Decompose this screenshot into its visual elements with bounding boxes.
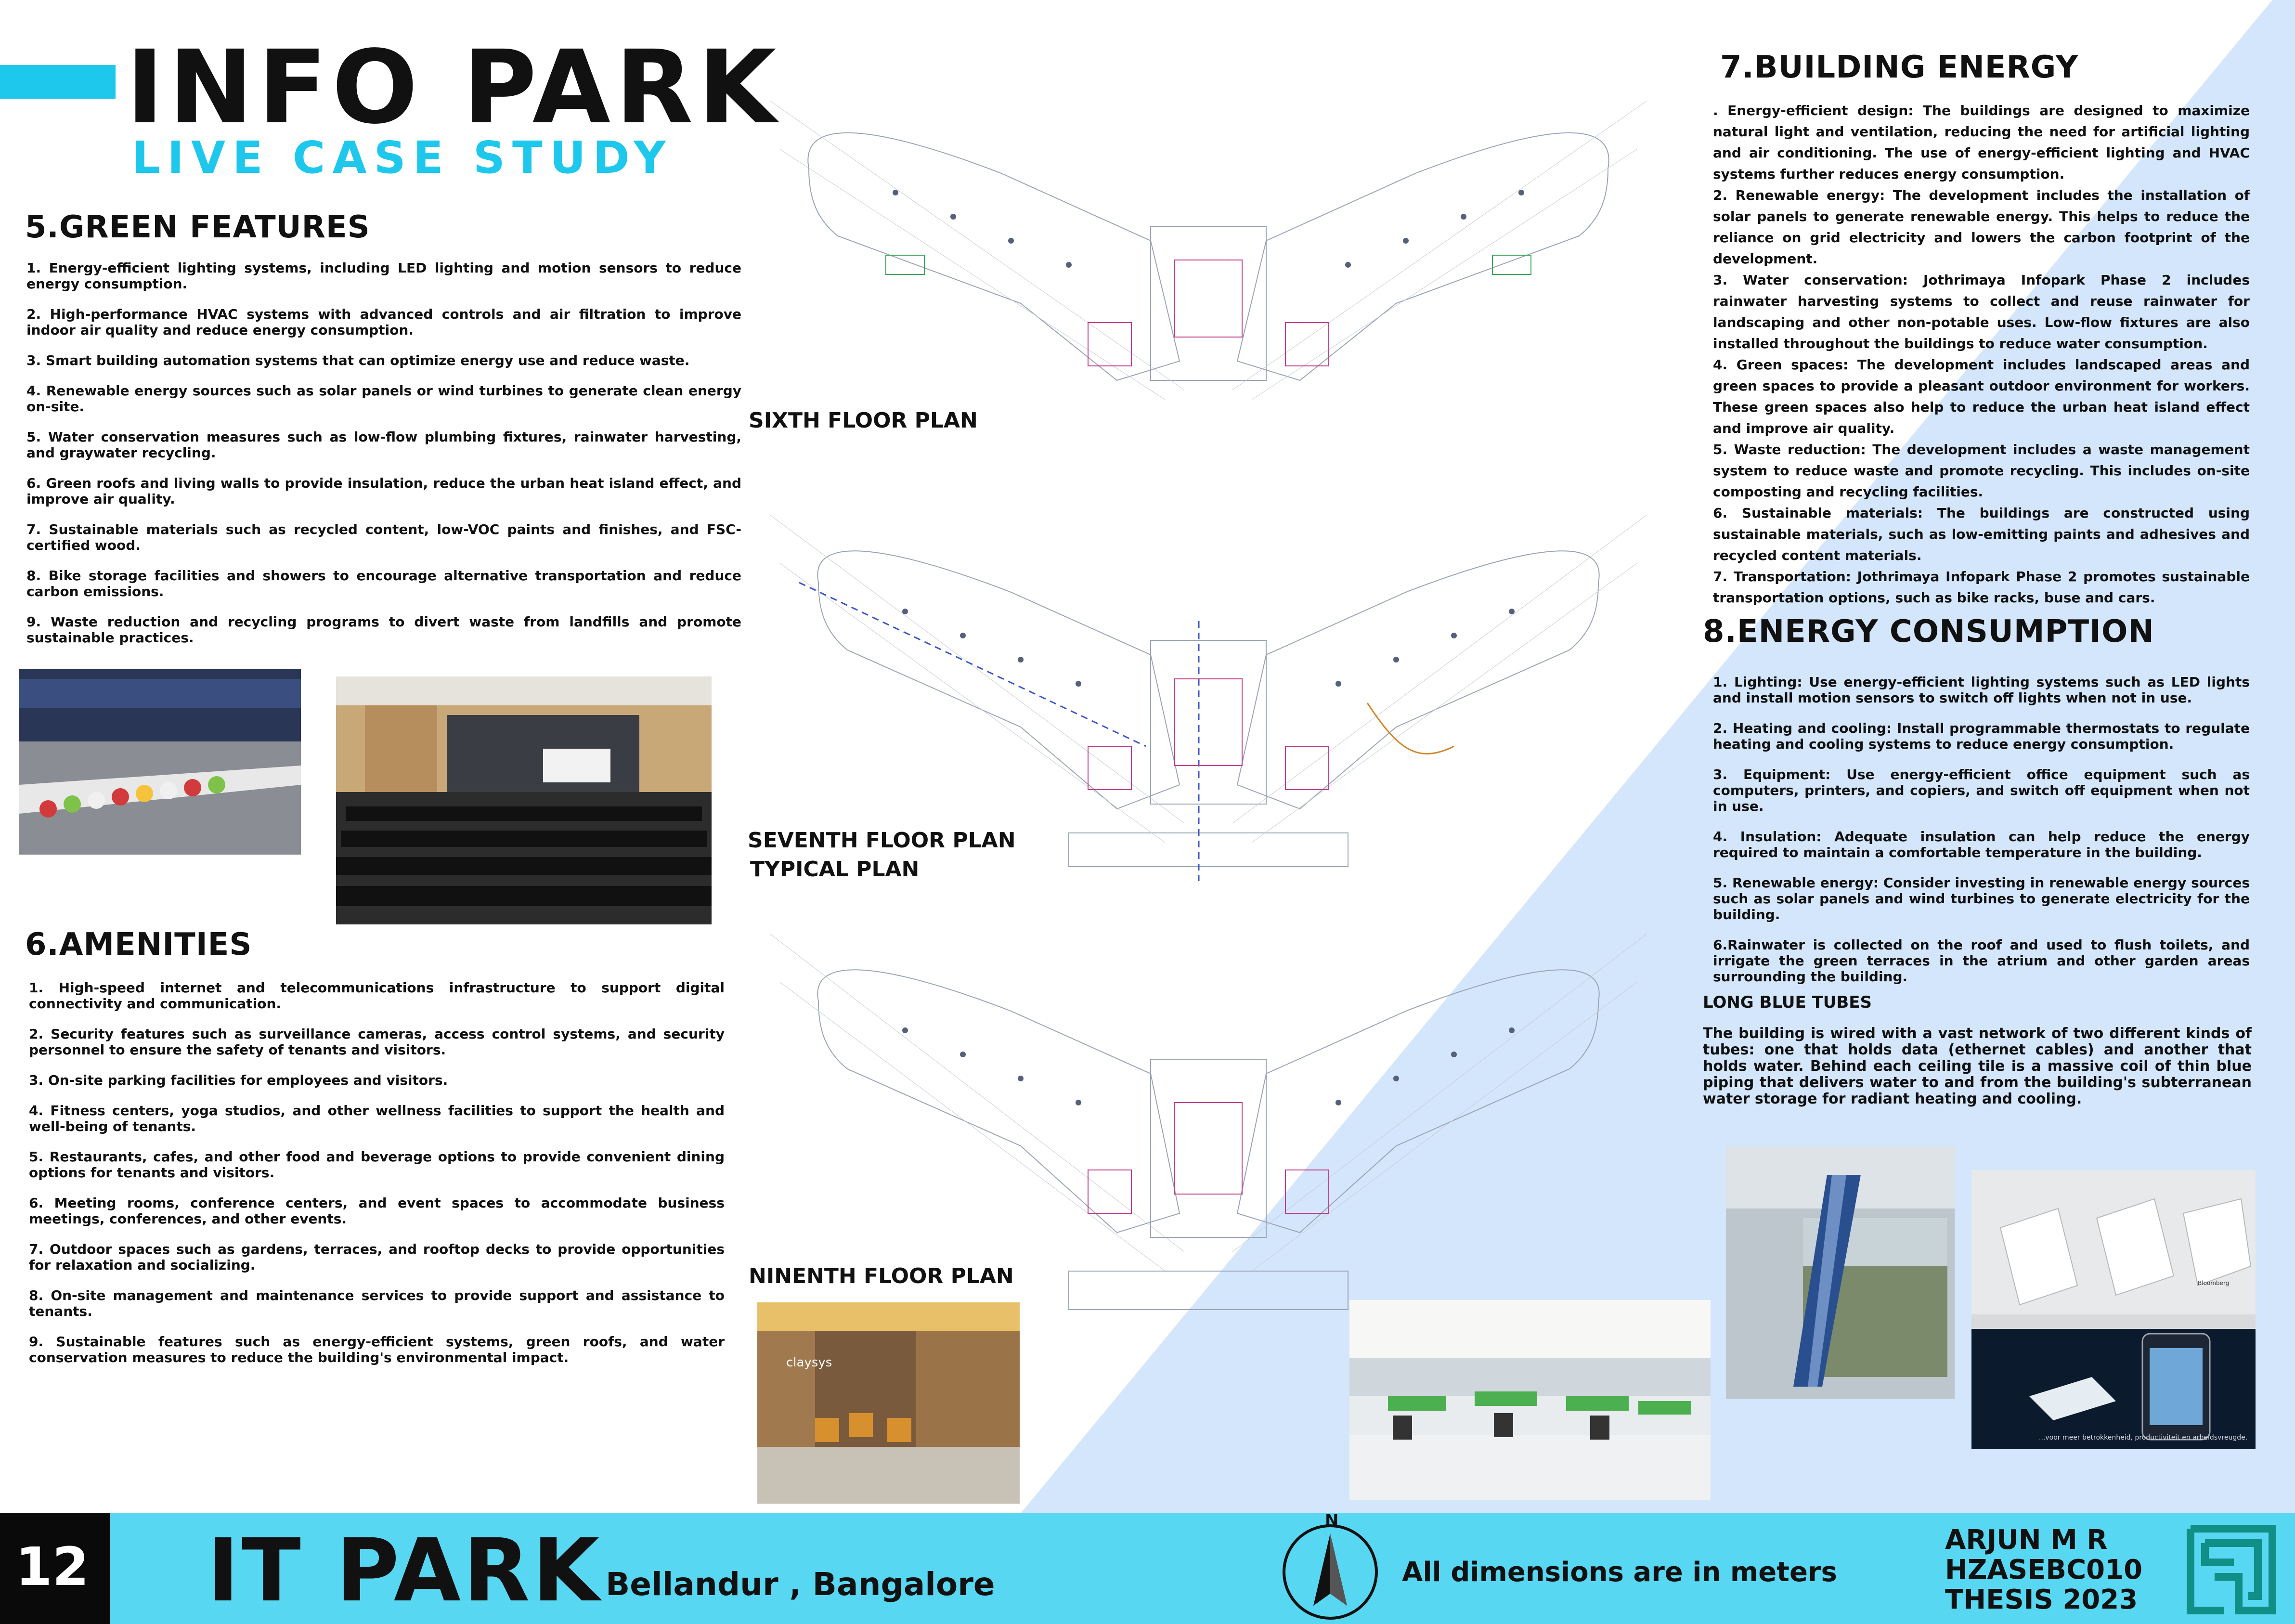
list-item: 9. Waste reduction and recycling programs to divert waste from landfills and promote sustainable practices. bbox=[26, 614, 741, 646]
list-item: 3. Smart building automation systems that can optimize energy use and reduce waste. bbox=[26, 352, 690, 368]
list-item: 9. Sustainable features such as energy-efficient systems, green roofs, and water conservation measures to reduce the building's environmental impact. bbox=[29, 1334, 725, 1365]
dimensions-note: All dimensions are in meters bbox=[1402, 1557, 1837, 1588]
office-workspace-photo bbox=[1349, 1300, 1711, 1500]
paragraph: . Energy-efficient design: The buildings are designed to maximize natural light and ventilation, reducing the need for artificial lighting and air conditioning. The use of energy-efficient lighting and HVAC systems further reduces energy consumption. bbox=[1713, 103, 2250, 182]
list-item: 8. Bike storage facilities and showers to encourage alternative transportation and reduce carbon emissions. bbox=[26, 568, 741, 599]
green-features-list bbox=[26, 260, 741, 660]
amenities-heading: 6.AMENITIES bbox=[25, 927, 252, 962]
lobby-photo bbox=[757, 1302, 1020, 1504]
page-title: INFO PARK bbox=[126, 28, 781, 146]
energy-consumption-list bbox=[1713, 674, 2250, 999]
project-title: IT PARK bbox=[207, 1520, 602, 1621]
thesis-year: THESIS 2023 bbox=[1945, 1584, 2138, 1615]
north-arrow-icon bbox=[1280, 1517, 1381, 1623]
logo-icon bbox=[2186, 1524, 2277, 1615]
paragraph: 7. Transportation: Jothrimaya Infopark Phase 2 promotes sustainable transportation options, such as bike racks, buse and cars. bbox=[1713, 569, 2250, 606]
list-item: 1. Lighting: Use energy-efficient lighting systems such as LED lights and install motion sensors to switch off lights when not in use. bbox=[1713, 674, 2250, 706]
ceiling-app-photo bbox=[1971, 1170, 2256, 1449]
list-item: 2. High-performance HVAC systems with advanced controls and air filtration to improve indoor air quality and reduce energy consumption. bbox=[26, 306, 741, 338]
paragraph: 6. Sustainable materials: The buildings are constructed using sustainable materials, such as low-emitting paints and adhesives and recycled content materials. bbox=[1713, 505, 2250, 563]
blue-tubes-photo bbox=[1726, 1146, 1955, 1399]
typical-plan-label: TYPICAL PLAN bbox=[750, 857, 920, 882]
page-subtitle: LIVE CASE STUDY bbox=[132, 132, 673, 183]
page-number: 12 bbox=[15, 1536, 90, 1598]
long-blue-tubes-text: The building is wired with a vast network of two different kinds of tubes: one that holds data (ethernet cables) and another that holds water. Behind each ceiling tile is a massive coil of thin blue piping that delivers water to and from the building's subterranean water storage for radiant heating and cooling. bbox=[1703, 1025, 2252, 1107]
student-code: HZASEBC010 bbox=[1945, 1554, 2143, 1585]
ninth-floor-plan-label: NINENTH FLOOR PLAN bbox=[749, 1264, 1014, 1288]
paragraph: 4. Green spaces: The development includes landscaped areas and green spaces to provide a pleasant outdoor environment for workers. These green spaces also help to reduce the urban heat island effect and improve air quality. bbox=[1713, 357, 2250, 436]
green-features-heading: 5.GREEN FEATURES bbox=[25, 209, 370, 245]
list-item: 2. Security features such as surveillance cameras, access control systems, and security personnel to ensure the safety of tenants and visitors. bbox=[29, 1026, 725, 1058]
list-item: 8. On-site management and maintenance services to provide support and assistance to tenants. bbox=[29, 1287, 725, 1319]
list-item: 1. High-speed internet and telecommunications infrastructure to support digital connectivity and communication. bbox=[29, 980, 725, 1012]
list-item: 7. Sustainable materials such as recycled content, low-VOC paints and finishes, and FSC-certified wood. bbox=[26, 521, 741, 553]
title-accent-bar bbox=[0, 65, 116, 99]
paragraph: 3. Water conservation: Jothrimaya Infopark Phase 2 includes rainwater harvesting systems to collect and reuse rainwater for landscaping and other non-potable uses. Low-flow fixtures are also installed throughout the buildings to reduce water consumption. bbox=[1713, 272, 2250, 351]
list-item: 6. Meeting rooms, conference centers, and event spaces to accommodate business meetings, conferences, and other events. bbox=[29, 1195, 725, 1227]
list-item: 2. Heating and cooling: Install programmable thermostats to regulate heating and cooling systems to reduce energy consumption. bbox=[1713, 720, 2250, 752]
project-location: Bellandur , Bangalore bbox=[606, 1566, 995, 1603]
north-label: N bbox=[1325, 1511, 1339, 1530]
list-item: 4. Renewable energy sources such as solar panels or wind turbines to generate clean energy on-site. bbox=[26, 383, 741, 415]
auditorium-photo bbox=[336, 676, 712, 924]
screen-caption: ...voor meer betrokkenheid, productiviteit en arbeidsvreugde. bbox=[2039, 1434, 2248, 1442]
list-item: 5. Renewable energy: Consider investing in renewable energy sources such as solar panels and wind turbines to generate electricity for the building. bbox=[1713, 875, 2250, 922]
building-energy-heading: 7.BUILDING ENERGY bbox=[1720, 50, 2079, 85]
lobby-sign-text: claysys bbox=[786, 1355, 832, 1370]
energy-consumption-heading: 8.ENERGY CONSUMPTION bbox=[1703, 614, 2154, 650]
sixth-floor-plan-drawing bbox=[751, 53, 1666, 419]
list-item: 4. Insulation: Adequate insulation can help reduce the energy required to maintain a comfortable temperature in the building. bbox=[1713, 829, 2250, 860]
bloomberg-label: Bloomberg bbox=[2198, 1280, 2230, 1286]
list-item: 5. Restaurants, cafes, and other food and beverage options to provide convenient dining options for tenants and visitors. bbox=[29, 1149, 725, 1181]
seventh-floor-plan-label: SEVENTH FLOOR PLAN bbox=[748, 828, 1016, 853]
list-item: 1. Energy-efficient lighting systems, including LED lighting and motion sensors to reduce energy consumption. bbox=[26, 260, 741, 292]
list-item: 4. Fitness centers, yoga studios, and other wellness facilities to support the health and well-being of tenants. bbox=[29, 1103, 725, 1134]
author-name: ARJUN M R bbox=[1945, 1524, 2108, 1556]
building-energy-text bbox=[1713, 100, 2250, 609]
list-item: 3. On-site parking facilities for employees and visitors. bbox=[29, 1072, 448, 1088]
list-item: 3. Equipment: Use energy-efficient office equipment such as computers, printers, and copiers, and switch off equipment when not in use. bbox=[1713, 767, 2250, 814]
cafeteria-photo bbox=[19, 669, 301, 855]
list-item: 6.Rainwater is collected on the roof and used to flush toilets, and irrigate the green terraces in the atrium and other garden areas surrounding the building. bbox=[1713, 937, 2250, 985]
list-item: 5. Water conservation measures such as low-flow plumbing fixtures, rainwater harvesting, and graywater recycling. bbox=[26, 429, 741, 461]
sixth-floor-plan-label: SIXTH FLOOR PLAN bbox=[749, 408, 978, 433]
list-item: 6. Green roofs and living walls to provide insulation, reduce the urban heat island effect, and improve air quality. bbox=[26, 475, 741, 507]
paragraph: 2. Renewable energy: The development includes the installation of solar panels to generate renewable energy. This helps to reduce the reliance on grid electricity and lowers the carbon footprint of the development. bbox=[1713, 187, 2250, 267]
amenities-list bbox=[29, 980, 725, 1380]
long-blue-tubes-heading: LONG BLUE TUBES bbox=[1703, 993, 1872, 1012]
paragraph: 5. Waste reduction: The development includes a waste management system to reduce waste and promote recycling. This includes on-site composting and recycling facilities. bbox=[1713, 442, 2250, 500]
list-item: 7. Outdoor spaces such as gardens, terraces, and rooftop decks to provide opportunities for relaxation and socializing. bbox=[29, 1241, 725, 1273]
